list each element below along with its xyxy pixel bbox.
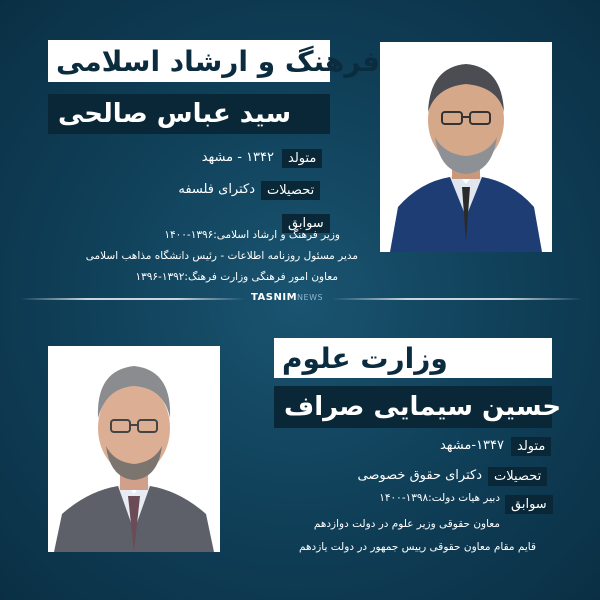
minister-name-simaee: حسین سیمایی صراف (274, 386, 552, 428)
divider-right (332, 298, 582, 300)
born-value-2: ۱۳۴۷-مشهد (439, 438, 504, 453)
education-value-1: دکترای فلسفه (178, 182, 255, 197)
ministry-title-culture: فرهنگ و ارشاد اسلامی (48, 40, 330, 82)
record-item-2-1: دبیر هیات دولت:۱۳۹۸-۱۴۰۰ (379, 492, 500, 504)
born-value-1: ۱۳۴۲ - مشهد (201, 150, 274, 165)
portrait-salehi (380, 42, 552, 252)
logo-sub: NEWS (297, 293, 324, 302)
born-label-2: متولد (511, 437, 551, 456)
record-item-2-3: قایم مقام معاون حقوقی رییس جمهور در دولت یازدهم (299, 541, 536, 553)
divider-left (20, 298, 245, 300)
education-label-2: تحصیلات (488, 467, 547, 486)
person-photo-icon-2 (48, 346, 220, 552)
logo-main: TASNIM (251, 292, 298, 303)
minister-name-salehi: سید عباس صالحی (48, 94, 330, 134)
ministry-title-science: وزارت علوم (274, 338, 552, 378)
born-label-1: متولد (282, 149, 322, 168)
education-label-1: تحصیلات (261, 181, 320, 200)
record-item-2-2: معاون حقوقی وزیر علوم در دولت دوازدهم (313, 518, 500, 530)
record-item-1: وزیر فرهنگ و ارشاد اسلامی:۱۳۹۶-۱۴۰۰ (164, 229, 340, 241)
record-item-3: معاون امور فرهنگی وزارت فرهنگ:۱۳۹۲-۱۳۹۶ (135, 271, 338, 283)
record-label-1: سوابق (282, 214, 330, 233)
person-photo-icon (380, 42, 552, 252)
record-label-2: سوابق (505, 495, 553, 514)
record-item-2: مدیر مسئول روزنامه اطلاعات - رئیس دانشگاه مذاهب اسلامی (85, 250, 358, 262)
tasnim-logo (251, 292, 323, 303)
education-value-2: دکترای حقوق خصوصی (357, 468, 482, 483)
portrait-simaee (48, 346, 220, 552)
